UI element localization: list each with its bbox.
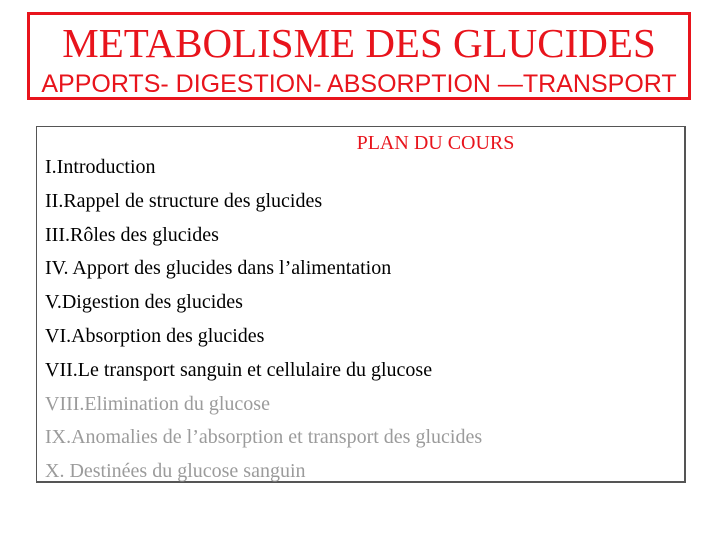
plan-item: X. Destinées du glucose sanguin [45,460,306,483]
plan-heading: PLAN DU COURS [356,132,515,154]
plan-item: IV. Apport des glucides dans l’alimentation [45,257,392,280]
plan-item: VIII.Elimination du glucose [45,392,270,415]
plan-item: VII.Le transport sanguin et cellulaire du glucose [45,358,433,381]
plan-item: I.Introduction [45,156,156,178]
plan-item: V.Digestion des glucides [45,291,243,314]
plan-item: III.Rôles des glucides [45,223,219,246]
plan-item: II.Rappel de structure des glucides [45,189,323,212]
slide-subtitle: APPORTS- DIGESTION- ABSORPTION —TRANSPORT [41,70,677,98]
title-box [27,12,691,100]
course-plan-box [36,126,686,483]
plan-item: VI.Absorption des glucides [45,324,265,347]
slide-title: METABOLISME DES GLUCIDES [62,20,656,66]
plan-item: IX.Anomalies de l’absorption et transport des glucides [45,426,483,449]
plan-list [45,151,482,489]
